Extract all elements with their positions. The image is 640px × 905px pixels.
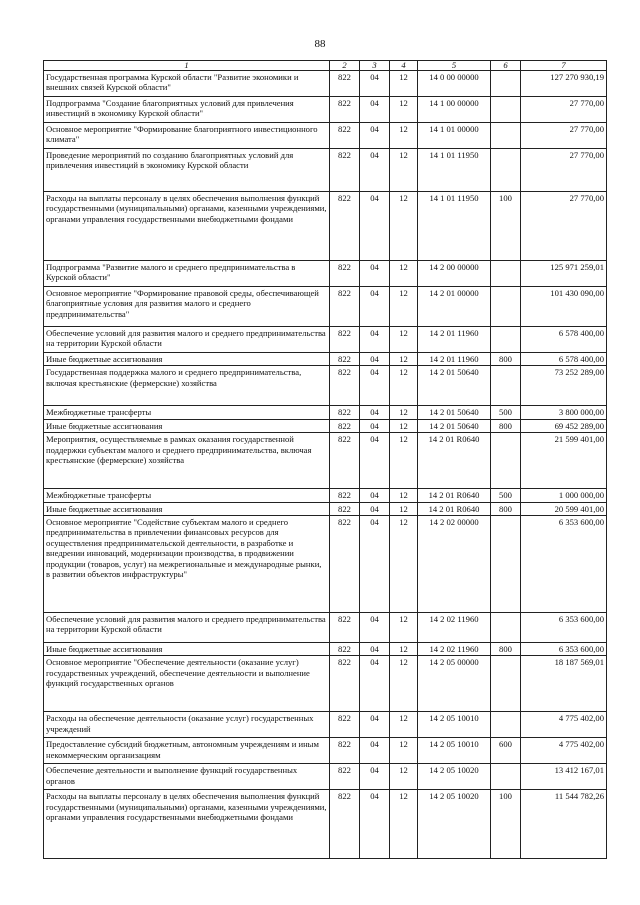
table-row	[44, 123, 607, 149]
row-amount-cell: 3 800 000,00	[521, 406, 607, 419]
row-name-cell: Обеспечение условий для развития малого и среднего предпринимательства на территории Курской области	[44, 327, 330, 353]
row-expense-type-cell: 800	[491, 502, 521, 515]
row-expense-type-cell: 100	[491, 192, 521, 261]
row-name-cell: Подпрограмма "Развитие малого и среднего предпринимательства в Курской области"	[44, 261, 330, 287]
row-admin-code-cell: 822	[330, 764, 360, 790]
row-admin-code-cell: 822	[330, 353, 360, 366]
row-name-cell: Обеспечение деятельности и выполнение функций государственных органов	[44, 764, 330, 790]
row-name-cell: Подпрограмма "Создание благоприятных условий для привлечения инвестиций в экономику Курской области"	[44, 97, 330, 123]
row-section-cell: 04	[360, 712, 390, 738]
row-name-cell: Основное мероприятие "Содействие субъектам малого и среднего предпринимательства в привлечении финансовых ресурсов для осуществления предпринимательской деятельности, в разработке и внедрении инноваций, модернизации производства, в продвижении продукции (товаров, услуг) на межрегиональные и международные рынки, в развитии объектов инфраструктуры"	[44, 516, 330, 613]
row-expense-type-cell	[491, 287, 521, 327]
row-amount-cell: 13 412 167,01	[521, 764, 607, 790]
table-row	[44, 366, 607, 406]
row-amount-cell: 6 353 600,00	[521, 643, 607, 656]
row-name-cell: Основное мероприятие "Обеспечение деятельности (оказание услуг) государственных учреждений, обеспечение деятельности и выполнение функций государственных органов	[44, 656, 330, 712]
row-section-cell: 04	[360, 149, 390, 192]
row-name-cell: Расходы на выплаты персоналу в целях обеспечения выполнения функций государственными (муниципальными) органами, казенными учреждениями, органами управления государственными внебюджетными фондами	[44, 192, 330, 261]
row-admin-code-cell: 822	[330, 643, 360, 656]
row-admin-code-cell: 822	[330, 97, 360, 123]
table-row	[44, 790, 607, 859]
row-subsection-cell: 12	[390, 516, 418, 613]
row-name-cell: Проведение мероприятий по созданию благоприятных условий для привлечения инвестиций в экономику Курской области	[44, 149, 330, 192]
row-amount-cell: 6 353 600,00	[521, 516, 607, 613]
table-row	[44, 419, 607, 432]
row-subsection-cell: 12	[390, 764, 418, 790]
row-subsection-cell: 12	[390, 366, 418, 406]
row-admin-code-cell: 822	[330, 516, 360, 613]
row-amount-cell: 6 578 400,00	[521, 353, 607, 366]
row-admin-code-cell: 822	[330, 419, 360, 432]
row-target-article-cell: 14 2 01 11960	[418, 353, 491, 366]
table-row	[44, 149, 607, 192]
table-row	[44, 192, 607, 261]
row-target-article-cell: 14 1 00 00000	[418, 97, 491, 123]
row-expense-type-cell	[491, 516, 521, 613]
header-col-1: 1	[44, 61, 330, 71]
table-row	[44, 738, 607, 764]
row-amount-cell: 73 252 289,00	[521, 366, 607, 406]
row-subsection-cell: 12	[390, 149, 418, 192]
row-expense-type-cell	[491, 123, 521, 149]
table-row	[44, 516, 607, 613]
row-section-cell: 04	[360, 489, 390, 502]
table-row	[44, 764, 607, 790]
row-expense-type-cell	[491, 764, 521, 790]
row-expense-type-cell	[491, 97, 521, 123]
table-row	[44, 643, 607, 656]
row-section-cell: 04	[360, 516, 390, 613]
header-col-6: 6	[491, 61, 521, 71]
row-target-article-cell: 14 2 01 00000	[418, 287, 491, 327]
row-admin-code-cell: 822	[330, 712, 360, 738]
row-admin-code-cell: 822	[330, 613, 360, 643]
row-target-article-cell: 14 2 05 10020	[418, 790, 491, 859]
row-section-cell: 04	[360, 327, 390, 353]
row-expense-type-cell	[491, 71, 521, 97]
row-amount-cell: 21 599 401,00	[521, 433, 607, 489]
row-section-cell: 04	[360, 738, 390, 764]
row-admin-code-cell: 822	[330, 790, 360, 859]
row-admin-code-cell: 822	[330, 738, 360, 764]
row-target-article-cell: 14 2 02 11960	[418, 613, 491, 643]
row-subsection-cell: 12	[390, 489, 418, 502]
row-admin-code-cell: 822	[330, 123, 360, 149]
row-section-cell: 04	[360, 287, 390, 327]
header-col-2: 2	[330, 61, 360, 71]
header-col-4: 4	[390, 61, 418, 71]
row-amount-cell: 27 770,00	[521, 97, 607, 123]
row-amount-cell: 4 775 402,00	[521, 738, 607, 764]
row-subsection-cell: 12	[390, 613, 418, 643]
row-subsection-cell: 12	[390, 261, 418, 287]
row-subsection-cell: 12	[390, 406, 418, 419]
table-row	[44, 502, 607, 515]
row-subsection-cell: 12	[390, 97, 418, 123]
row-subsection-cell: 12	[390, 656, 418, 712]
row-expense-type-cell: 500	[491, 406, 521, 419]
table-row	[44, 353, 607, 366]
page-number: 88	[314, 38, 326, 50]
row-subsection-cell: 12	[390, 433, 418, 489]
row-section-cell: 04	[360, 433, 390, 489]
row-admin-code-cell: 822	[330, 71, 360, 97]
row-name-cell: Иные бюджетные ассигнования	[44, 502, 330, 515]
row-amount-cell: 27 770,00	[521, 149, 607, 192]
table-row	[44, 97, 607, 123]
row-subsection-cell: 12	[390, 123, 418, 149]
row-target-article-cell: 14 2 01 R0640	[418, 433, 491, 489]
row-target-article-cell: 14 2 05 10010	[418, 712, 491, 738]
row-target-article-cell: 14 2 01 11960	[418, 327, 491, 353]
row-subsection-cell: 12	[390, 502, 418, 515]
row-name-cell: Межбюджетные трансферты	[44, 489, 330, 502]
row-admin-code-cell: 822	[330, 261, 360, 287]
row-expense-type-cell: 500	[491, 489, 521, 502]
row-section-cell: 04	[360, 71, 390, 97]
row-amount-cell: 69 452 289,00	[521, 419, 607, 432]
table-row	[44, 656, 607, 712]
row-expense-type-cell	[491, 712, 521, 738]
row-amount-cell: 18 187 569,01	[521, 656, 607, 712]
table-row	[44, 406, 607, 419]
row-name-cell: Предоставление субсидий бюджетным, автономным учреждениям и иным некоммерческим организациям	[44, 738, 330, 764]
row-name-cell: Обеспечение условий для развития малого и среднего предпринимательства на территории Курской области	[44, 613, 330, 643]
table-row	[44, 712, 607, 738]
row-expense-type-cell	[491, 261, 521, 287]
table-row	[44, 71, 607, 97]
row-target-article-cell: 14 2 01 50640	[418, 366, 491, 406]
table-row	[44, 489, 607, 502]
header-col-5: 5	[418, 61, 491, 71]
row-name-cell: Государственная поддержка малого и среднего предпринимательства, включая крестьянские (фермерские) хозяйства	[44, 366, 330, 406]
row-section-cell: 04	[360, 97, 390, 123]
row-target-article-cell: 14 2 01 R0640	[418, 489, 491, 502]
row-subsection-cell: 12	[390, 192, 418, 261]
row-amount-cell: 27 770,00	[521, 192, 607, 261]
row-subsection-cell: 12	[390, 643, 418, 656]
row-expense-type-cell	[491, 327, 521, 353]
row-name-cell: Государственная программа Курской области "Развитие экономики и внешних связей Курской области"	[44, 71, 330, 97]
row-target-article-cell: 14 2 05 10010	[418, 738, 491, 764]
row-target-article-cell: 14 2 05 00000	[418, 656, 491, 712]
row-target-article-cell: 14 2 01 50640	[418, 419, 491, 432]
row-section-cell: 04	[360, 613, 390, 643]
row-target-article-cell: 14 1 01 00000	[418, 123, 491, 149]
header-row	[44, 61, 607, 71]
row-name-cell: Иные бюджетные ассигнования	[44, 419, 330, 432]
row-subsection-cell: 12	[390, 327, 418, 353]
row-section-cell: 04	[360, 790, 390, 859]
row-expense-type-cell: 800	[491, 419, 521, 432]
row-amount-cell: 27 770,00	[521, 123, 607, 149]
row-section-cell: 04	[360, 123, 390, 149]
row-amount-cell: 11 544 782,26	[521, 790, 607, 859]
row-target-article-cell: 14 2 02 11960	[418, 643, 491, 656]
row-section-cell: 04	[360, 419, 390, 432]
row-expense-type-cell	[491, 613, 521, 643]
table-row	[44, 433, 607, 489]
table-row	[44, 327, 607, 353]
table-row	[44, 613, 607, 643]
row-subsection-cell: 12	[390, 738, 418, 764]
row-admin-code-cell: 822	[330, 656, 360, 712]
row-admin-code-cell: 822	[330, 366, 360, 406]
row-expense-type-cell: 800	[491, 353, 521, 366]
row-section-cell: 04	[360, 353, 390, 366]
row-name-cell: Основное мероприятие "Формирование благоприятного инвестиционного климата"	[44, 123, 330, 149]
row-amount-cell: 20 599 401,00	[521, 502, 607, 515]
header-col-7: 7	[521, 61, 607, 71]
row-target-article-cell: 14 1 01 11950	[418, 149, 491, 192]
budget-table	[43, 60, 607, 859]
row-section-cell: 04	[360, 366, 390, 406]
row-target-article-cell: 14 2 00 00000	[418, 261, 491, 287]
row-expense-type-cell	[491, 366, 521, 406]
row-target-article-cell: 14 2 05 10020	[418, 764, 491, 790]
row-section-cell: 04	[360, 643, 390, 656]
row-name-cell: Межбюджетные трансферты	[44, 406, 330, 419]
row-section-cell: 04	[360, 406, 390, 419]
row-target-article-cell: 14 0 00 00000	[418, 71, 491, 97]
header-col-3: 3	[360, 61, 390, 71]
row-name-cell: Иные бюджетные ассигнования	[44, 353, 330, 366]
row-admin-code-cell: 822	[330, 502, 360, 515]
row-expense-type-cell	[491, 149, 521, 192]
table-row	[44, 261, 607, 287]
row-name-cell: Расходы на обеспечение деятельности (оказание услуг) государственных учреждений	[44, 712, 330, 738]
row-amount-cell: 6 578 400,00	[521, 327, 607, 353]
row-admin-code-cell: 822	[330, 406, 360, 419]
row-amount-cell: 125 971 259,01	[521, 261, 607, 287]
table-row	[44, 287, 607, 327]
row-admin-code-cell: 822	[330, 287, 360, 327]
row-name-cell: Иные бюджетные ассигнования	[44, 643, 330, 656]
row-target-article-cell: 14 2 01 R0640	[418, 502, 491, 515]
row-subsection-cell: 12	[390, 419, 418, 432]
row-name-cell: Мероприятия, осуществляемые в рамках оказания государственной поддержки субъектам малого и среднего предпринимательства, включая крестьянские (фермерские) хозяйства	[44, 433, 330, 489]
row-target-article-cell: 14 1 01 11950	[418, 192, 491, 261]
row-section-cell: 04	[360, 764, 390, 790]
row-subsection-cell: 12	[390, 71, 418, 97]
row-subsection-cell: 12	[390, 790, 418, 859]
row-amount-cell: 6 353 600,00	[521, 613, 607, 643]
row-section-cell: 04	[360, 261, 390, 287]
row-expense-type-cell: 100	[491, 790, 521, 859]
row-expense-type-cell: 800	[491, 643, 521, 656]
row-expense-type-cell	[491, 433, 521, 489]
row-admin-code-cell: 822	[330, 327, 360, 353]
row-amount-cell: 1 000 000,00	[521, 489, 607, 502]
row-subsection-cell: 12	[390, 287, 418, 327]
row-subsection-cell: 12	[390, 353, 418, 366]
row-subsection-cell: 12	[390, 712, 418, 738]
row-section-cell: 04	[360, 656, 390, 712]
row-admin-code-cell: 822	[330, 149, 360, 192]
row-section-cell: 04	[360, 502, 390, 515]
row-amount-cell: 127 270 930,19	[521, 71, 607, 97]
row-expense-type-cell: 600	[491, 738, 521, 764]
row-admin-code-cell: 822	[330, 192, 360, 261]
row-expense-type-cell	[491, 656, 521, 712]
row-name-cell: Расходы на выплаты персоналу в целях обеспечения выполнения функций государственными (муниципальными) органами, казенными учреждениями, органами управления государственными внебюджетными фондами	[44, 790, 330, 859]
row-target-article-cell: 14 2 02 00000	[418, 516, 491, 613]
row-admin-code-cell: 822	[330, 489, 360, 502]
row-name-cell: Основное мероприятие "Формирование правовой среды, обеспечивающей благоприятные условия для развития малого и среднего предпринимательства"	[44, 287, 330, 327]
row-amount-cell: 101 430 090,00	[521, 287, 607, 327]
row-target-article-cell: 14 2 01 50640	[418, 406, 491, 419]
row-amount-cell: 4 775 402,00	[521, 712, 607, 738]
row-section-cell: 04	[360, 192, 390, 261]
row-admin-code-cell: 822	[330, 433, 360, 489]
